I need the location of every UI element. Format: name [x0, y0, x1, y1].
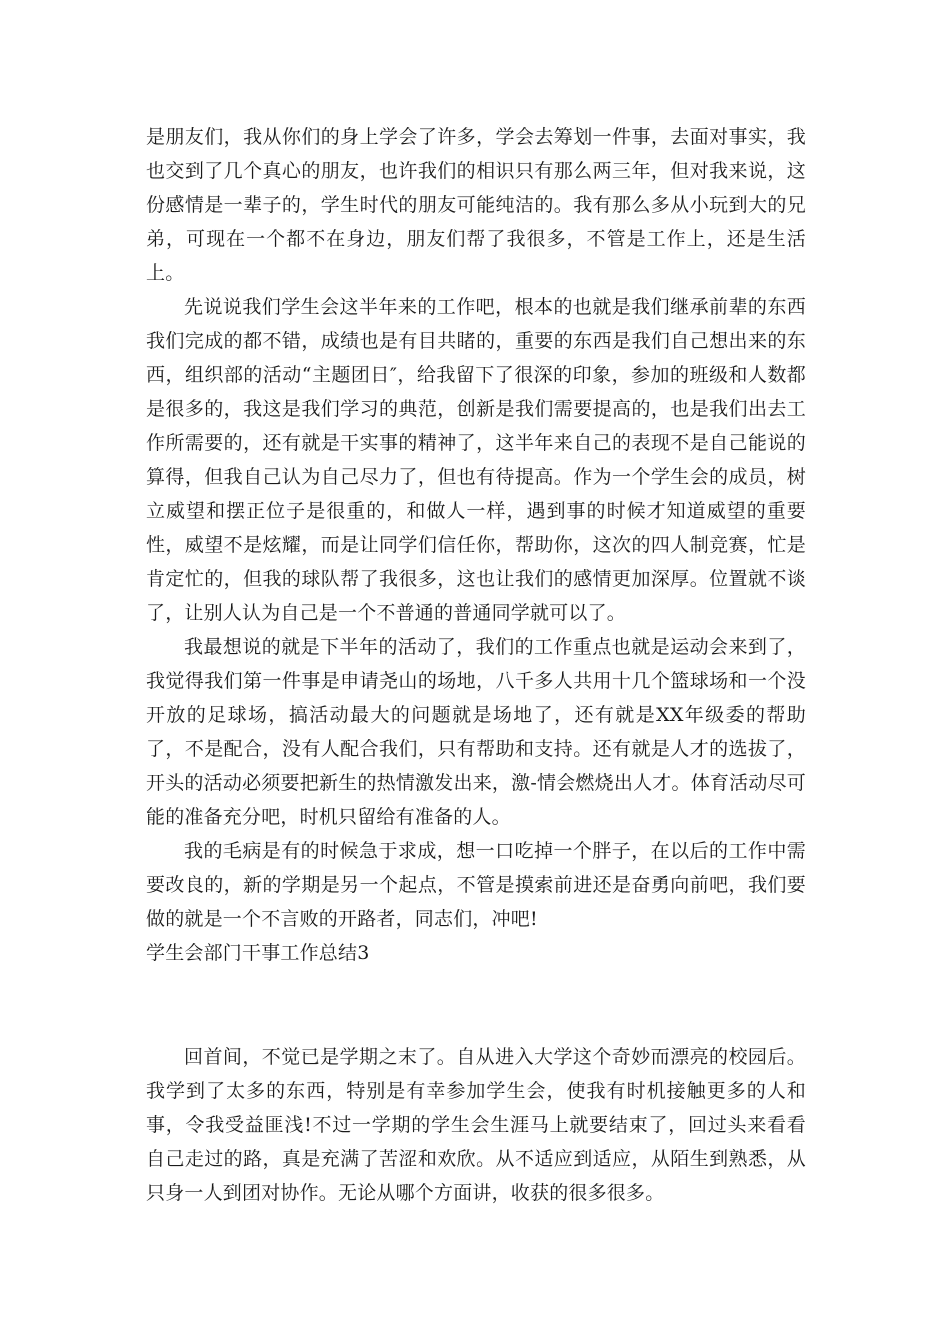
paragraph-half-year-work: 先说说我们学生会这半年来的工作吧，根本的也就是我们继承前辈的东西我们完成的都不错，成绩也是有目共睹的，重要的东西是我们自己想出来的东西，组织部的活动“主题团日″，给我留下了很深的印象，参加的班级和人数都是很多的，我这是我们学习的典范，创新是我们需要提高的，也是我们出去工作所需要的，还有就是干实事的精神了，这半年来自己的表现不是自己能说的算得，但我自己认为自己尽力了，但也有待提高。作为一个学生会的成员，树立威望和摆正位子是很重的，和做人一样，遇到事的时候才知道威望的重要性，威望不是炫耀，而是让同学们信任你，帮助你，这次的四人制竞赛，忙是肯定忙的，但我的球队帮了我很多，这也让我们的感情更加深厚。位置就不谈了，让别人认为自己是一个不普通的普通同学就可以了。	[146, 296, 806, 624]
paragraph-next-half-activities: 我最想说的就是下半年的活动了，我们的工作重点也就是运动会来到了，我觉得我们第一件事是申请尧山的场地，八千多人共用十几个篮球场和一个没开放的足球场，搞活动最大的问题就是场地了，还有就是XX年级委的帮助了，不是配合，没有人配合我们，只有帮助和支持。还有就是人才的选拔了，开头的活动必须要把新生的热情激发出来，激-情会燃烧出人才。体育活动尽可能的准备充分吧，时机只留给有准备的人。	[146, 636, 806, 828]
section-heading: 学生会部门干事工作总结3	[146, 942, 370, 964]
text-section-a	[146, 120, 806, 970]
paragraph-friends: 是朋友们，我从你们的身上学会了许多，学会去筹划一件事，去面对事实，我也交到了几个真心的朋友，也许我们的相识只有那么两三年，但对我来说，这份感情是一辈子的，学生时代的朋友可能纯洁的。我有那么多从小玩到大的兄弟，可现在一个都不在身边，朋友们帮了我很多，不管是工作上，还是生活上。	[146, 126, 806, 284]
paragraph-looking-back: 回首间，不觉已是学期之末了。自从进入大学这个奇妙而漂亮的校园后。我学到了太多的东西，特别是有幸参加学生会，使我有时机接触更多的人和事，令我受益匪浅!不过一学期的学生会生涯马上就要结束了，回过头来看看自己走过的路，真是充满了苦涩和欢欣。从不适应到适应，从陌生到熟悉，从只身一人到团对协作。无论从哪个方面讲，收获的很多很多。	[146, 1046, 806, 1204]
text-section-b	[146, 1040, 806, 1210]
paragraph-shortcomings: 我的毛病是有的时候急于求成，想一口吃掉一个胖子，在以后的工作中需要改良的，新的学期是另一个起点，不管是摸索前进还是奋勇向前吧，我们要做的就是一个不言败的开路者，同志们，冲吧!	[146, 840, 806, 930]
